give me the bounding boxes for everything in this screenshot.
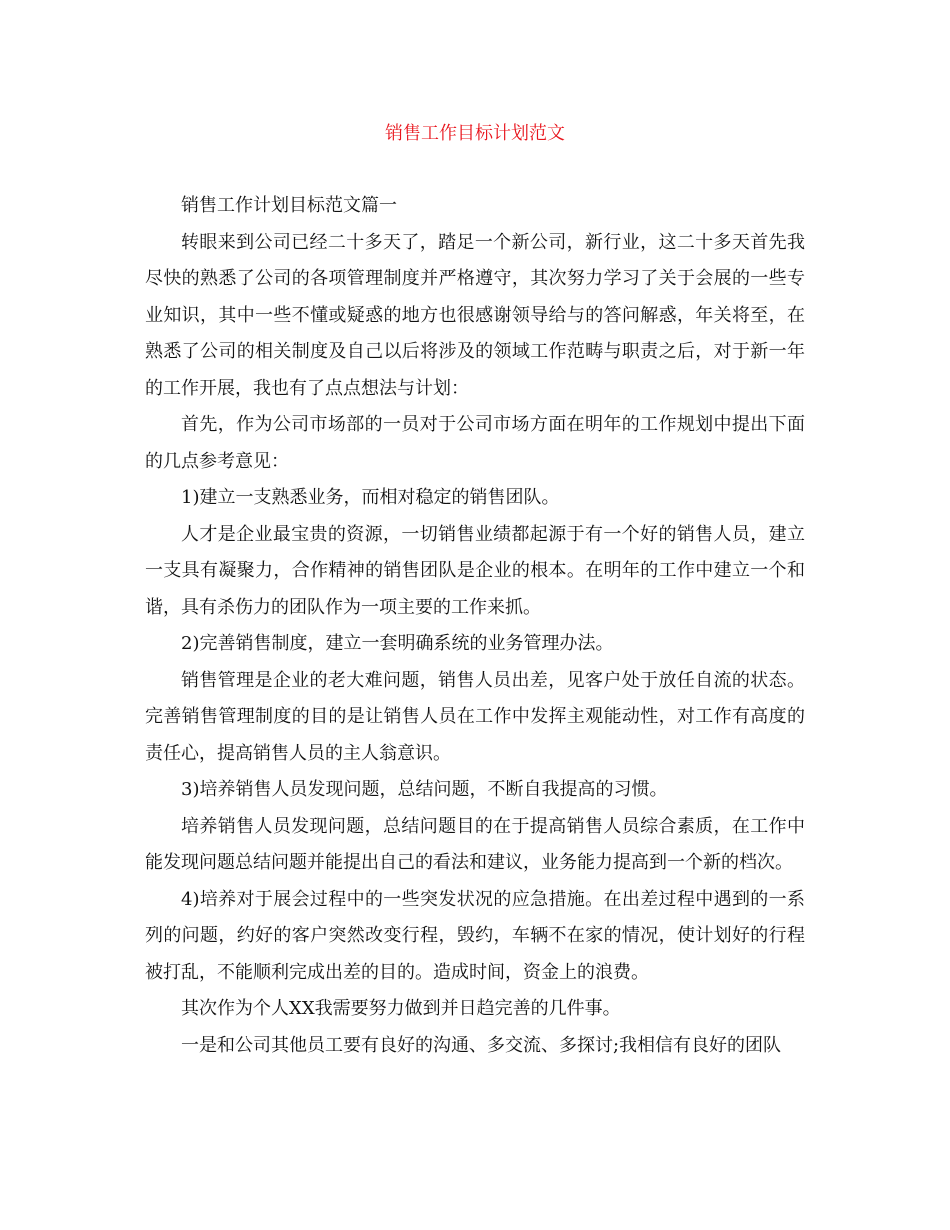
- list-item-1-body: 人才是企业最宝贵的资源，一切销售业绩都起源于有一个好的销售人员，建立一支具有凝聚力，合作精神的销售团队是企业的根本。在明年的工作中建立一个和谐，具有杀伤力的团队作为一项主要的工作来抓。: [145, 523, 805, 618]
- list-item-4: 4)培养对于展会过程中的一些突发状况的应急措施。在出差过程中遇到的一系列的问题，约好的客户突然改变行程，毁约，车辆不在家的情况，使计划好的行程被打乱，不能顺利完成出差的目的。造成时间，资金上的浪费。: [145, 888, 805, 983]
- document-title: 销售工作目标计划范文: [385, 123, 565, 144]
- document-body: [145, 188, 805, 1064]
- paragraph-intro: 转眼来到公司已经二十多天了，踏足一个新公司，新行业，这二十多天首先我尽快的熟悉了公司的各项管理制度并严格遵守，其次努力学习了关于会展的一些专业知识，其中一些不懂或疑惑的地方也很感谢领导给与的答问解惑，年关将至，在熟悉了公司的相关制度及自己以后将涉及的领域工作范畴与职责之后，对于新一年的工作开展，我也有了点点想法与计划：: [145, 231, 805, 399]
- section-heading: 销售工作计划目标范文篇一: [181, 195, 397, 216]
- list-item-3-heading: 3)培养销售人员发现问题，总结问题，不断自我提高的习惯。: [181, 779, 668, 800]
- paragraph-second: 其次作为个人XX我需要努力做到并日趋完善的几件事。: [181, 998, 621, 1019]
- list-item-2-body: 销售管理是企业的老大难问题，销售人员出差，见客户处于放任自流的状态。完善销售管理制度的目的是让销售人员在工作中发挥主观能动性，对工作有高度的责任心，提高销售人员的主人翁意识。: [145, 669, 805, 764]
- paragraph-point-one: 一是和公司其他员工要有良好的沟通、多交流、多探讨;我相信有良好的团队: [181, 1034, 782, 1056]
- list-item-3-body: 培养销售人员发现问题，总结问题目的在于提高销售人员综合素质，在工作中能发现问题总结问题并能提出自己的看法和建议，业务能力提高到一个新的档次。: [145, 815, 805, 873]
- paragraph-first: 首先，作为公司市场部的一员对于公司市场方面在明年的工作规划中提出下面的几点参考意见：: [145, 414, 805, 472]
- list-item-1-heading: 1)建立一支熟悉业务，而相对稳定的销售团队。: [181, 487, 560, 508]
- list-item-2-heading: 2)完善销售制度，建立一套明确系统的业务管理办法。: [181, 633, 614, 654]
